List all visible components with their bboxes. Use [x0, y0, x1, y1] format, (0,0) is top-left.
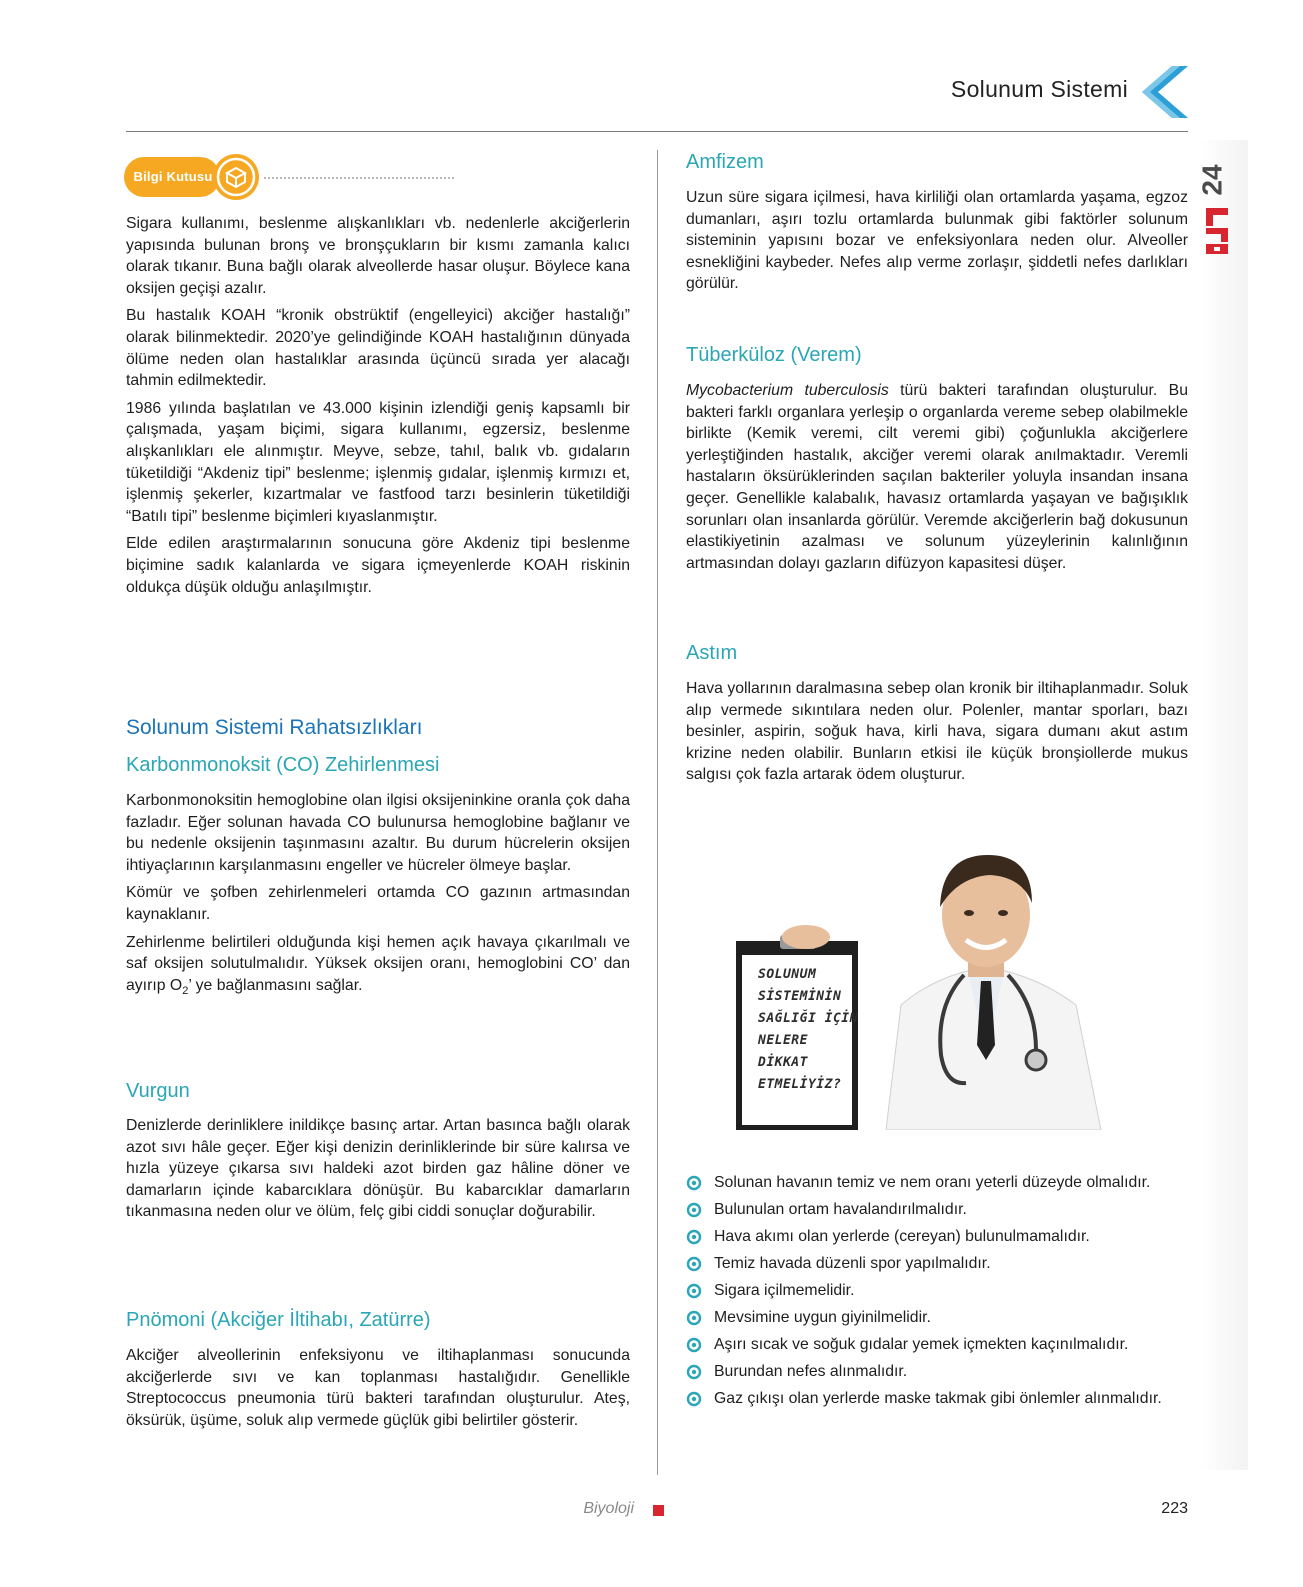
section-main-heading: Solunum Sistemi Rahatsızlıkları [126, 716, 423, 739]
target-bullet-icon [686, 1283, 702, 1299]
target-bullet-icon [686, 1364, 702, 1380]
tuberkuloz-paragraph: Mycobacterium tuberculosis türü bakteri tarafından oluşturulur. Bu bakteri farklı organlara yerleşip o organlarda vereme sebep olabilmekle birlikte (Kemik veremi, cilt veremi gibi) çoğunlukla akciğerlere yerleştiğinden hastalık, akciğer veremi olarak anılmaktadır. Veremli hastaların öksürüklerinden saçılan bakteriler yoluyla insandan insana geçer. Genellikle kalabalık, havasız ortamlarda yaşayan ve bağışıklık sorunları olan insanlarda görülür. Veremde akciğerlerin bağ dokusunun elastikiyetinin azalması ve solunum yüzeylerinin kalınlığının artmasından dolayı gazların difüzyon kapasitesi düşer. [686, 382, 1188, 572]
target-bullet-icon [686, 1256, 702, 1272]
health-tips-list [686, 1172, 1188, 1415]
co-heading: Karbonmonoksit (CO) Zehirlenmesi [126, 754, 440, 776]
astim-paragraph: Hava yollarının daralmasına sebep olan kronik bir iltihaplanmadır. Soluk alıp vermede sıkıntılara neden olur. Polenler, mantar sporları, bazı besinler, aspirin, soğuk hava, kirli hava, sigara dumanı akut astım krizine neden olabilir. Bunların etkisi ile küçük bronşiollerde mukus salgısı çok fazla artarak ödem oluşturur. [686, 680, 1188, 784]
box-icon [213, 154, 259, 200]
side-tab-number [1196, 150, 1232, 210]
info-box-badge [213, 154, 259, 200]
vurgun-body [126, 1115, 630, 1229]
page-number: 223 [1161, 1500, 1188, 1517]
doctor-illustration [736, 855, 1106, 1130]
footer-subject: Biyoloji [583, 1500, 634, 1517]
footer-square-icon [653, 1505, 664, 1516]
list-item: Sigara içilmemelidir. [686, 1280, 1188, 1302]
target-bullet-icon [686, 1202, 702, 1218]
sign-line-3: SAĞLIĞI İÇİN [758, 1011, 858, 1026]
astim-heading: Astım [686, 642, 738, 664]
target-bullet-icon [686, 1391, 702, 1407]
column-divider [657, 150, 658, 1475]
list-item: Solunan havanın temiz ve nem oranı yeterli düzeyde olmalıdır. [686, 1172, 1188, 1194]
sign-line-5: DİKKAT [758, 1055, 808, 1070]
list-item: Hava akımı olan yerlerde (cereyan) bulunulmamalıdır. [686, 1226, 1188, 1248]
info-paragraph-4: Elde edilen araştırmalarının sonucuna göre Akdeniz tipi beslenme biçimine sadık kalanlarda ve sigara içmeyenlerde KOAH riskinin oldukça düşük olduğu anlaşılmıştır. [126, 535, 630, 596]
target-bullet-icon [686, 1337, 702, 1353]
list-item: Temiz havada düzenli spor yapılmalıdır. [686, 1253, 1188, 1275]
pnomoni-heading: Pnömoni (Akciğer İltihabı, Zatürre) [126, 1309, 431, 1331]
co-paragraph-3: Zehirlenme belirtileri olduğunda kişi hemen açık havaya çıkarılmalı ve saf oksijen solutulmalıdır. Yüksek oksijen oranı, hemoglobini CO’ dan ayırıp $O_2$’ ye bağlanmasını sağlar. [126, 933, 630, 997]
target-bullet-icon [686, 1175, 702, 1191]
list-item: Gaz çıkışı olan yerlerde maske takmak gibi önlemler alınmalıdır. [686, 1388, 1188, 1410]
astim-body [686, 678, 1188, 792]
fen-logo-icon [1206, 208, 1228, 254]
co-paragraph-2: Kömür ve şofben zehirlenmeleri ortamda CO gazının artmasından kaynaklanır. [126, 884, 630, 923]
info-paragraph-3: 1986 yılında başlatılan ve 43.000 kişinin izlendiği geniş kapsamlı bir çalışmada, yaşam biçimi, sigara kullanımı, egzersiz, beslenme alışkanlıkları ele alınmıştır. Meyve, sebze, tahıl, balık vb. gıdaların tüketildiği “Akdeniz tipi” beslenme; işlenmiş gıdalar, işlenmiş kırmızı et, işlenmiş şekerler, kızartmalar ve fastfood tarzı besinlerin tüketildiği “Batılı tipi” beslenme biçimleri kıyaslanmıştır. [126, 399, 630, 525]
target-bullet-icon [686, 1229, 702, 1245]
info-box-dotted-rule [264, 177, 454, 179]
sign-line-1: SOLUNUM [758, 967, 817, 982]
info-box-label: Bilgi Kutusu [133, 169, 213, 184]
sign-line-2: SİSTEMİNİN [758, 989, 842, 1004]
chevron-left-icon [1142, 66, 1188, 118]
info-paragraph-1: Sigara kullanımı, beslenme alışkanlıkları vb. nedenlerle akciğerlerin yapısında bulunan bronş ve bronşçukların bir kısmı zamanla kalıcı olarak tıkanır. Buna bağlı olarak alveollerde hasar oluşur. Böylece kana oksijen geçişi azalır. [126, 215, 630, 297]
co-paragraph-1: Karbonmonoksitin hemoglobine olan ilgisi oksijeninkine oranla çok daha fazladır. Eğer solunan havada CO bulunursa hemoglobine bağlanır ve bu nedenle oksijenin taşınmasını azaltır. Bu durum hücrelerin oksijen ihtiyaçlarının karşılanmasını engeller ve hücreler ölmeye başlar. [126, 792, 630, 874]
pnomoni-paragraph: Akciğer alveollerinin enfeksiyonu ve iltihaplanması sonucunda akciğerlerde sıvı ve kan toplanması hastalığıdır. Genellikle Streptococcus pneumonia türü bakteri tarafından oluşturulur. Ateş, öksürük, üşüme, soluk alıp vermede güçlük gibi belirtiler gösterir. [126, 1347, 630, 1429]
info-paragraph-2: Bu hastalık KOAH “kronik obstrüktif (engelleyici) akciğer hastalığı” olarak bilinmektedir. 2020’ye gelindiğinde KOAH hastalığının dünyada ölüme neden olan hastalıklar arasında üçüncü sırada yer alacağı tahmin edilmektedir. [126, 307, 630, 390]
list-item: Mevsimine uygun giyinilmelidir. [686, 1307, 1188, 1329]
list-item: Burundan nefes alınmalıdır. [686, 1361, 1188, 1383]
co-body [126, 790, 630, 1008]
tuberkuloz-heading: Tüberküloz (Verem) [686, 344, 862, 366]
list-item: Aşırı sıcak ve soğuk gıdalar yemek içmekten kaçınılmalıdır. [686, 1334, 1188, 1356]
svg-text:24: 24 [1196, 164, 1228, 196]
sign-line-4: NELERE [758, 1033, 808, 1048]
sign-line-6: ETMELİYİZ? [758, 1077, 842, 1092]
amfizem-paragraph: Uzun süre sigara içilmesi, hava kirliliği olan ortamlarda yaşama, egzoz dumanları, aşırı tozlu ortamlarda bulunmak gibi faktörler solunum sisteminin yapısını bozar ve enfeksiyonlara neden olur. Alveoller esnekliğini kaybeder. Nefes alıp verme zorlaşır, şiddetli nefes darlıkları görülür. [686, 189, 1188, 293]
target-bullet-icon [686, 1310, 702, 1326]
vurgun-paragraph: Denizlerde derinliklere inildikçe basınç artar. Artan basınca bağlı olarak azot sıvı hâle geçer. Eğer kişi denizin derinliklerinde bir süre kalırsa ve hızla yüzeye çıkarsa sıvı haldeki azot birden gaz hâline döner ve damarların içinde kabarcıklara dönüşür. Bu kabarcıklar damarların tıkanmasına neden olur ve ölüm, felç gibi ciddi sonuçlar doğurabilir. [126, 1117, 630, 1221]
running-header-title: Solunum Sistemi [950, 76, 1128, 102]
info-box-body [126, 213, 630, 604]
list-item: Bulunulan ortam havalandırılmalıdır. [686, 1199, 1188, 1221]
tuberkuloz-body [686, 380, 1188, 580]
header-rule [126, 131, 1188, 132]
pnomoni-body [126, 1345, 630, 1437]
amfizem-heading: Amfizem [686, 151, 764, 173]
vurgun-heading: Vurgun [126, 1080, 190, 1102]
amfizem-body [686, 187, 1188, 301]
side-tab-strip [1200, 140, 1248, 1470]
